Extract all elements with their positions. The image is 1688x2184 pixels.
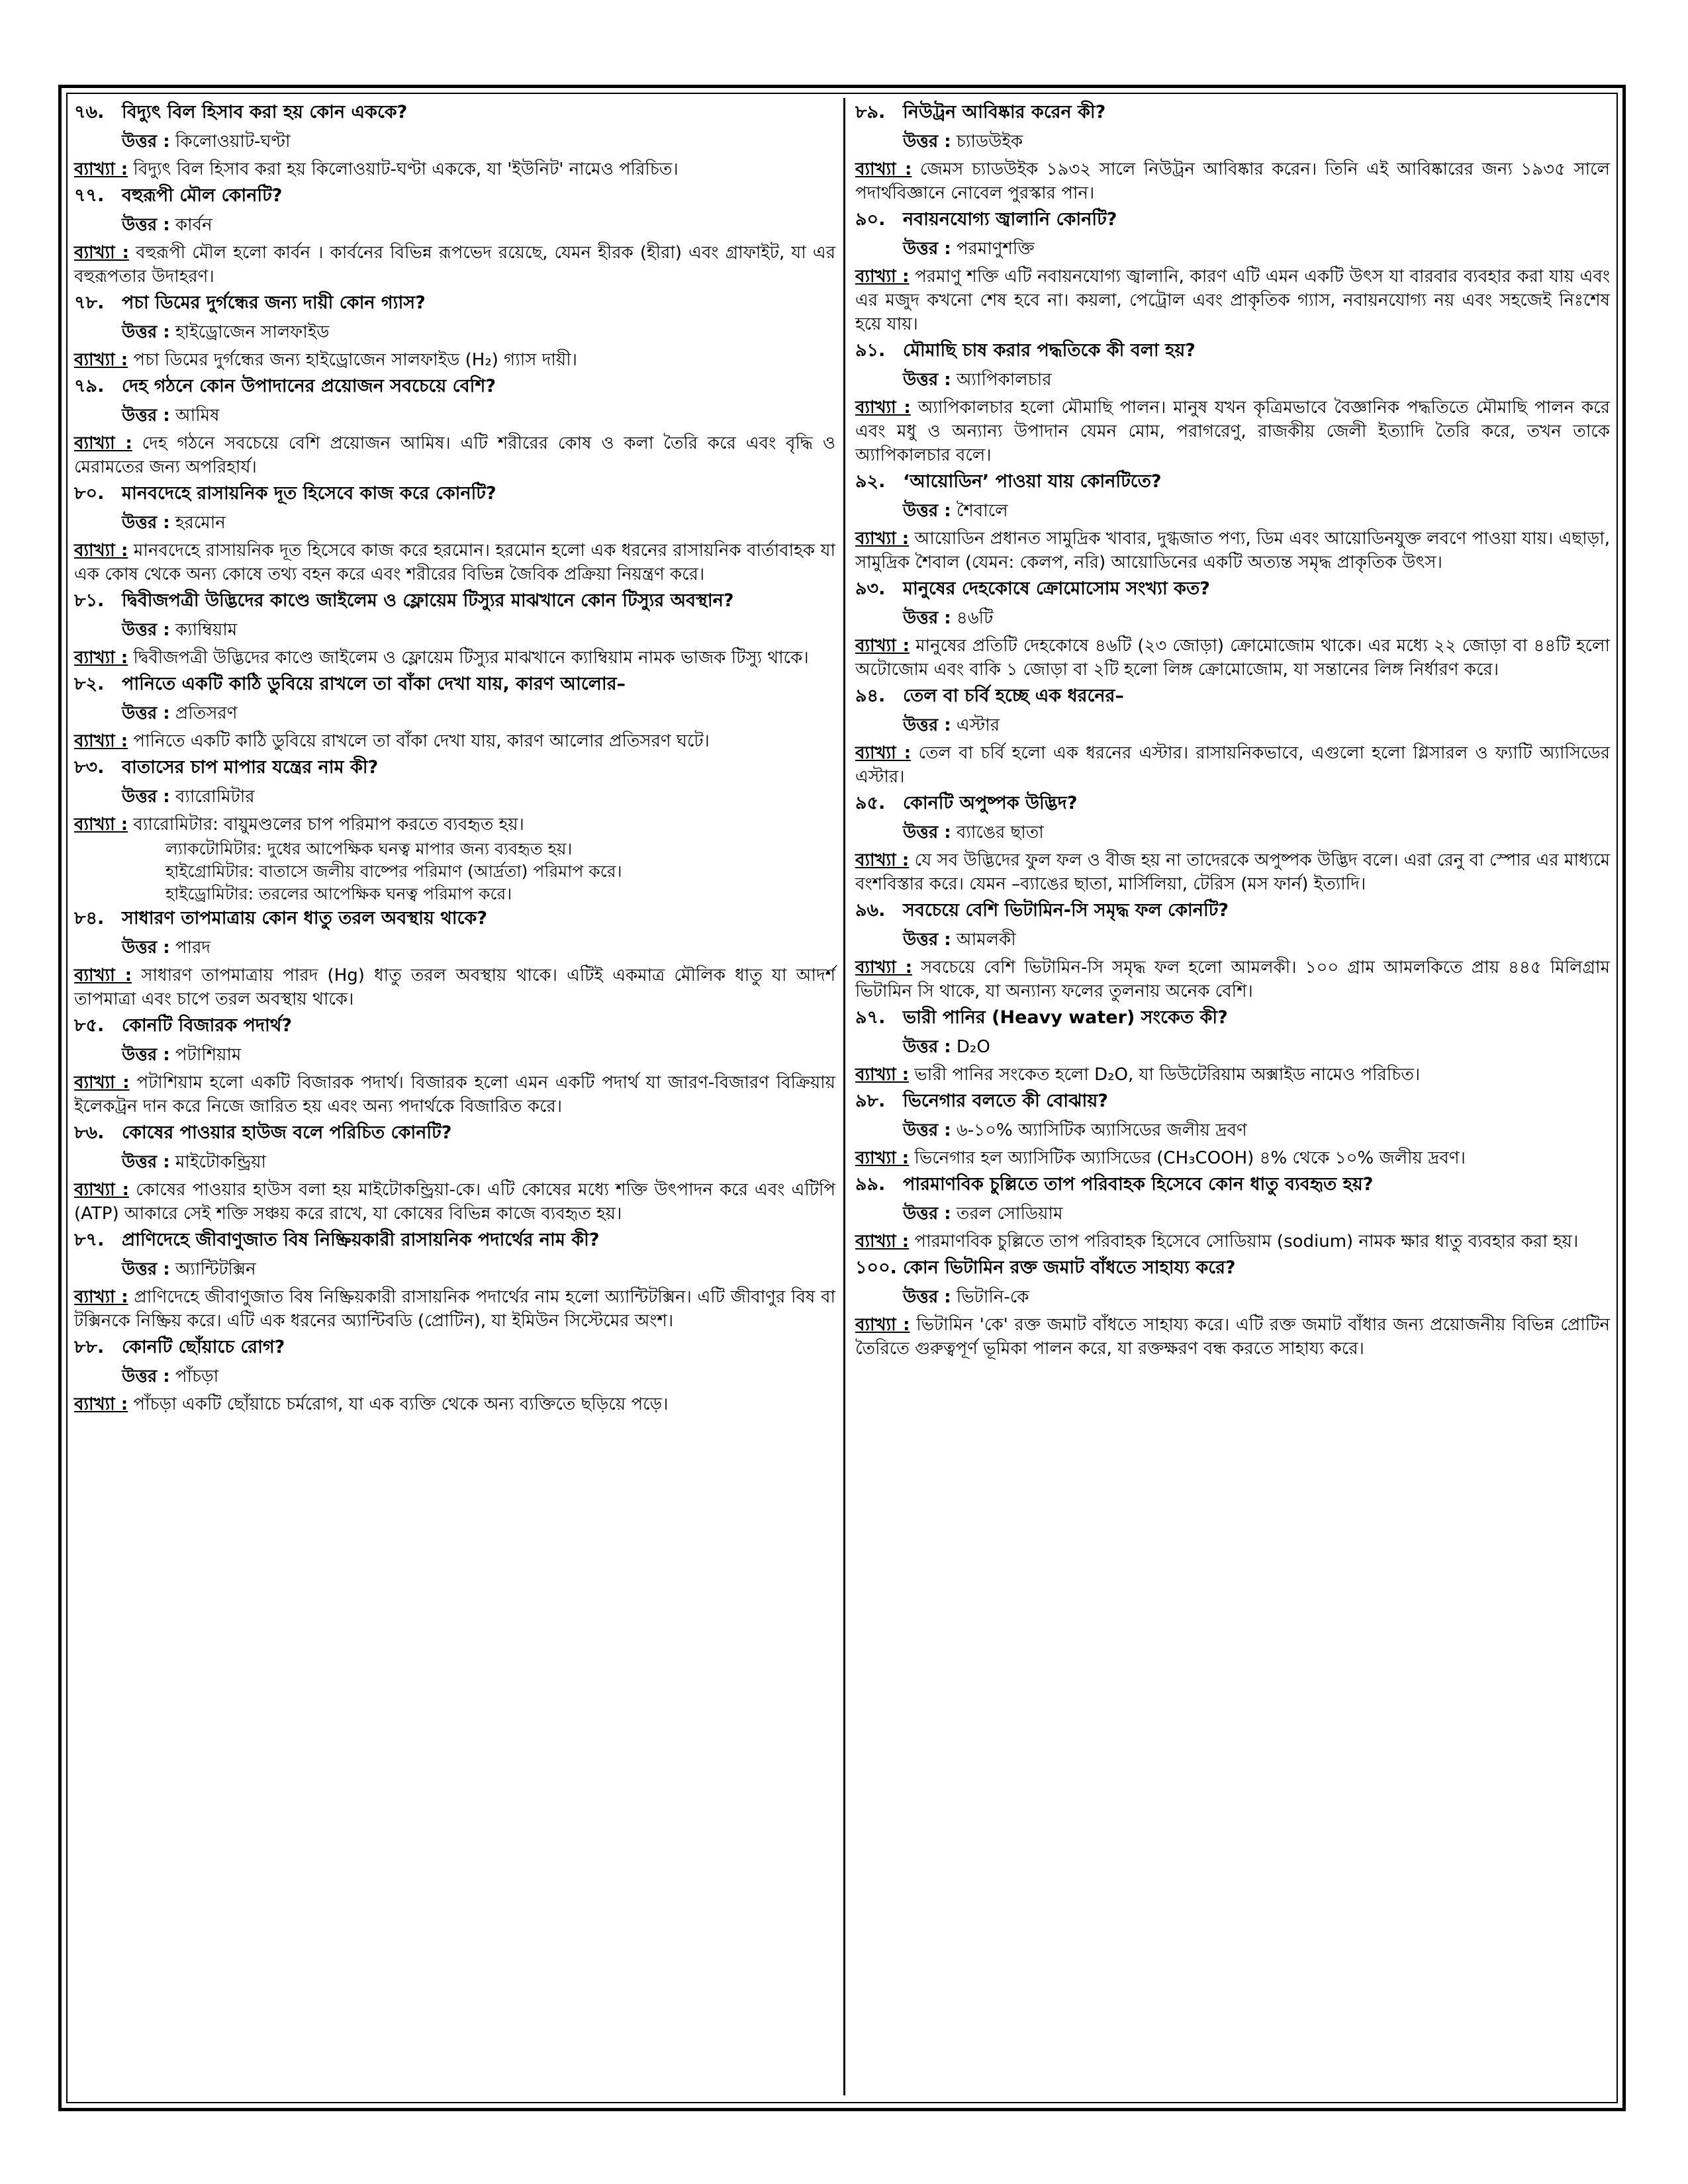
question-number: ৯২. [855, 471, 886, 492]
qa-item [74, 1120, 835, 1226]
answer-text: D₂O [956, 1037, 990, 1057]
explanation-text: কোষের পাওয়ার হাউস বলা হয় মাইটোকন্ড্রিয়া-কে। এটি কোষের মধ্যে শক্তি উৎপাদন করে এবং এটিপি (ATP) আকারে সেই শক্তি সঞ্চয় করে রাখে, যা কোষের বিভিন্ন কাজে ব্যবহৃত হয়। [74, 1180, 836, 1224]
explanation-text: ব্যারোমিটার: বায়ুমণ্ডলের চাপ পরিমাপ করতে ব্যবহৃত হয়। [133, 815, 524, 835]
explanation [855, 741, 1610, 789]
question-text: নবায়নযোগ্য জ্বালানি কোনটি? [903, 209, 1117, 230]
answer [74, 212, 835, 238]
answer-label: উত্তর : [122, 322, 170, 342]
explanation [855, 1146, 1610, 1170]
explanation-label: ব্যাখ্যা : [855, 1148, 910, 1168]
question-text: বাতাসের চাপ মাপার যন্ত্রের নাম কী? [122, 757, 379, 778]
answer-text: তরল সোডিয়াম [956, 1204, 1063, 1224]
explanation-label: ব্যাখ্যা : [855, 529, 910, 549]
answer [74, 128, 835, 155]
answer [74, 1256, 835, 1283]
explanation-text: মানবদেহে রাসায়নিক দূত হিসেবে কাজ করে হরমোন। হরমোন হলো এক ধরনের রাসায়নিক বার্তাবাহক যা এক কোষ থেকে অন্য কোষে তথ্য বহন করে এবং শরীরের বিভিন্ন জৈবিক প্রক্রিয়া নিয়ন্ত্রণ করে। [74, 541, 835, 584]
question-text: সাধারণ তাপমাত্রায় কোন ধাতু তরল অবস্থায় থাকে? [122, 908, 487, 929]
qa-item [74, 1334, 835, 1416]
answer-label: উত্তর : [903, 132, 951, 152]
qa-item [74, 588, 835, 670]
explanation-label: ব্যাখ্যা : [74, 1180, 129, 1200]
answer-label: উত্তর : [122, 1259, 170, 1279]
explanation [855, 848, 1610, 896]
explanation [74, 646, 835, 670]
qa-item [855, 338, 1610, 467]
answer-text: পটাশিয়াম [175, 1045, 242, 1065]
answer-label: উত্তর : [122, 1045, 170, 1065]
explanation-sub-line: ল্যাকটোমিটার: দুধের আপেক্ষিক ঘনত্ব মাপার জন্য ব্যবহৃত হয়। [165, 839, 573, 858]
answer-label: উত্তর : [122, 1152, 170, 1172]
answer [855, 236, 1610, 262]
question-text: পানিতে একটি কাঠি ডুবিয়ে রাখলে তা বাঁকা দেখা যায়, কারণ আলোর– [122, 674, 626, 694]
answer-text: অ্যাপিকালচার [956, 370, 1052, 390]
qa-item [855, 576, 1610, 682]
explanation [74, 1285, 835, 1333]
answer-label: উত্তর : [903, 370, 951, 390]
question-text: ভারী পানির (Heavy water) সংকেত কী? [903, 1007, 1228, 1028]
qa-item [855, 897, 1610, 1003]
question-text: তেল বা চর্বি হচ্ছে এক ধরনের– [903, 686, 1124, 706]
question-number: ৮৯. [855, 102, 886, 122]
answer-label: উত্তর : [122, 787, 170, 807]
qa-item [855, 206, 1610, 336]
question [855, 576, 1610, 602]
answer-text: মাইটোকন্ড্রিয়া [175, 1152, 267, 1172]
question [74, 1227, 835, 1253]
question-number: ৯০. [855, 209, 886, 230]
question-number: ৮৮. [74, 1337, 105, 1357]
answer-text: পরমাণুশক্তি [956, 239, 1035, 259]
question-number: ৯৭. [855, 1007, 886, 1028]
question-text: দেহ গঠনে কোন উপাদানের প্রয়োজন সবচেয়ে বেশি? [122, 376, 496, 396]
question-text: কোনটি ছোঁয়াচে রোগ? [122, 1337, 285, 1357]
answer [855, 498, 1610, 524]
explanation-text: জেমস চ্যাডউইক ১৯৩২ সালে নিউট্রন আবিষ্কার করেন। তিনি এই আবিষ্কারের জন্য ১৯৩৫ সালে পদার্থবিজ্ঞানে নোবেল পুরস্কার পান। [855, 159, 1610, 203]
answer [74, 700, 835, 727]
question [855, 1088, 1610, 1115]
answer [74, 934, 835, 961]
question-text: প্রাণিদেহে জীবাণুজাত বিষ নিষ্ক্রিয়কারী রাসায়নিক পদার্থের নাম কী? [122, 1230, 600, 1250]
question [74, 588, 835, 614]
explanation-label: ব্যাখ্যা : [74, 1394, 128, 1414]
explanation [74, 729, 835, 753]
question [74, 480, 835, 507]
answer-text: ব্যারোমিটার [175, 787, 255, 807]
answer [855, 1201, 1610, 1227]
explanation-label: ব্যাখ্যা : [74, 350, 128, 370]
answer-text: আমিষ [175, 406, 220, 426]
explanation [855, 1230, 1610, 1253]
answer [74, 784, 835, 810]
answer-label: উত্তর : [122, 215, 170, 235]
qa-item [74, 99, 835, 181]
explanation-text: সাধারণ তাপমাত্রায় পারদ (Hg) ধাতু তরল অবস্থায় থাকে। এটিই একমাত্র মৌলিক ধাতু যা আদর্শ তাপমাত্রা এবং চাপে তরল অবস্থায় থাকে। [74, 966, 835, 1009]
question [855, 338, 1610, 364]
explanation [74, 964, 835, 1011]
question-text: কোনটি বিজারক পদার্থ? [122, 1015, 292, 1036]
answer-text: হরমোন [175, 513, 226, 533]
answer-label: উত্তর : [903, 823, 951, 842]
question-number: ৯৪. [855, 686, 886, 706]
explanation-text: বিদ্যুৎ বিল হিসাব করা হয় কিলোওয়াট-ঘণ্টা এককে, যা 'ইউনিট' নামেও পরিচিত। [133, 159, 679, 179]
question-text: নিউট্রন আবিষ্কার করেন কী? [903, 102, 1106, 122]
answer-text: পারদ [175, 938, 211, 958]
answer [855, 1034, 1610, 1060]
answer-text: কিলোওয়াট-ঘণ্টা [175, 132, 291, 152]
explanation-text: তেল বা চর্বি হলো এক ধরনের এস্টার। রাসায়নিকভাবে, এগুলো হলো গ্লিসারল ও ফ্যাটি অ্যাসিডের এস্টার। [855, 743, 1611, 787]
answer [74, 1042, 835, 1068]
explanation-text: দেহ গঠনে সবচেয়ে বেশি প্রয়োজন আমিষ। এটি শরীরের কোষ ও কলা তৈরি করে এবং বৃদ্ধি ও মেরামতের জন্য অপরিহার্য। [74, 433, 835, 477]
answer [855, 819, 1610, 846]
qa-item [74, 754, 835, 905]
answer-label: উত্তর : [122, 620, 170, 640]
question-text: পারমাণবিক চুল্লিতে তাপ পরিবাহক হিসেবে কোন ধাতু ব্যবহৃত হয়? [903, 1174, 1374, 1195]
explanation-label: ব্যাখ্যা : [74, 541, 128, 561]
explanation [74, 241, 835, 289]
answer-text: ক্যাম্বিয়াম [175, 620, 238, 640]
question-text: বহুরূপী মৌল কোনটি? [122, 185, 283, 206]
explanation-label: ব্যাখ্যা : [74, 243, 129, 263]
answer-text: কার্বন [175, 215, 212, 235]
question-number: ৮০. [74, 483, 105, 504]
question [74, 373, 835, 400]
explanation-text: ভারী পানির সংকেত হলো D₂O, যা ডিউটেরিয়াম অক্সাইড নামেও পরিচিত। [914, 1065, 1421, 1085]
explanation [74, 1178, 835, 1226]
answer-text: ভিটানি-কে [956, 1287, 1029, 1307]
question [855, 790, 1610, 817]
explanation-text: অ্যাপিকালচার হলো মৌমাছি পালন। মানুষ যখন কৃত্রিমভাবে বৈজ্ঞানিক পদ্ধতিতে মৌমাছি পালন করে এবং মধু ও অন্যান্য উপাদান যেমন মোম, পরাগরেণু, রাজকীয় জেলী ইত্যাদি তৈরি করে, তখন তাকে অ্যাপিকালচার বলে। [855, 398, 1611, 465]
explanation-text: পারমাণবিক চুল্লিতে তাপ পরিবাহক হিসেবে সোডিয়াম (sodium) নামক ক্ষার ধাতু ব্যবহার করা হয়। [914, 1232, 1579, 1251]
question-text: মানুষের দেহকোষে ক্রোমোসোম সংখ্যা কত? [903, 578, 1210, 599]
question-number: ৮১. [74, 590, 105, 611]
question-number: ১০০. [855, 1257, 897, 1278]
answer [855, 712, 1610, 739]
question-number: ৮৪. [74, 908, 105, 929]
explanation-label: ব্যাখ্যা : [855, 159, 912, 179]
question [74, 671, 835, 698]
answer [74, 1363, 835, 1390]
question [855, 469, 1610, 495]
question [74, 754, 835, 781]
explanation-text: যে সব উদ্ভিদের ফুল ফল ও বীজ হয় না তাদেরকে অপুষ্পক উদ্ভিদ বলে। এরা রেনু বা স্পোর এর মাধ্যমে বংশবিস্তার করে। যেমন –ব্যাঙের ছাতা, মার্সিলিয়া, টেরিস (মস ফার্ন) ইত্যাদি। [855, 850, 1611, 894]
question [74, 99, 835, 126]
qa-item [74, 1013, 835, 1118]
answer-label: উত্তর : [903, 1120, 951, 1140]
answer [855, 367, 1610, 393]
explanation [855, 956, 1610, 1003]
answer [74, 402, 835, 429]
answer [855, 1117, 1610, 1144]
explanation-label: ব্যাখ্যা : [855, 398, 911, 418]
answer [74, 510, 835, 536]
explanation-label: ব্যাখ্যা : [855, 743, 912, 763]
explanation-text: পাঁচড়া একটি ছোঁয়াচে চর্মরোগ, যা এক ব্যক্তি থেকে অন্য ব্যক্তিতে ছড়িয়ে পড়ে। [133, 1394, 669, 1414]
explanation [74, 348, 835, 372]
question [855, 683, 1610, 709]
qa-item [855, 790, 1610, 896]
question-number: ৮৫. [74, 1015, 105, 1036]
explanation-label: ব্যাখ্যা : [74, 159, 128, 179]
answer-label: উত্তর : [122, 704, 170, 723]
qa-item [855, 469, 1610, 574]
qa-item [74, 290, 835, 372]
explanation-text: আয়োডিন প্রধানত সামুদ্রিক খাবার, দুগ্ধজাত পণ্য, ডিম এবং আয়োডিনযুক্ত লবণে পাওয়া যায়। এছাড়া, সামুদ্রিক শৈবাল (যেমন: কেলপ, নরি) আয়োডিনের একটি অত্যন্ত সমৃদ্ধ প্রাকৃতিক উৎস। [855, 529, 1611, 572]
question-number: ৭৮. [74, 293, 105, 313]
question [855, 1255, 1610, 1281]
answer-label: উত্তর : [903, 1204, 951, 1224]
answer [74, 1149, 835, 1175]
question-text: দ্বিবীজপত্রী উদ্ভিদের কাণ্ডে জাইলেম ও ফ্লোয়েম টিস্যুর মাঝখানে কোন টিস্যুর অবস্থান? [122, 590, 734, 611]
qa-item [74, 1227, 835, 1333]
answer-text: এস্টার [956, 715, 1000, 735]
explanation-label: ব্যাখ্যা : [855, 1315, 910, 1335]
question-text: কোষের পাওয়ার হাউজ বলে পরিচিত কোনটি? [122, 1122, 452, 1143]
question-number: ৭৭. [74, 185, 105, 206]
explanation-label: ব্যাখ্যা : [74, 1073, 130, 1093]
question [855, 206, 1610, 233]
explanation [855, 1313, 1610, 1361]
answer-label: উত্তর : [903, 930, 951, 950]
question-number: ৯৮. [855, 1091, 886, 1111]
explanation-text: সবচেয়ে বেশি ভিটামিন-সি সমৃদ্ধ ফল হলো আমলকী। ১০০ গ্রাম আমলকিতে প্রায় ৪৪৫ মিলিগ্রাম ভিটামিন সি থাকে, যা অন্যান্য ফলের তুলনায় অনেক বেশি। [855, 958, 1611, 1001]
answer-text: পাঁচড়া [175, 1367, 219, 1387]
question [74, 1013, 835, 1039]
answer-label: উত্তর : [903, 715, 951, 735]
question-number: ৯৫. [855, 793, 886, 813]
answer [74, 617, 835, 643]
question [74, 290, 835, 316]
qa-item [855, 1255, 1610, 1361]
question-text: মৌমাছি চাষ করার পদ্ধতিকে কী বলা হয়? [903, 340, 1196, 361]
explanation-sub-line: হাইড্রোমিটার: তরলের আপেক্ষিক ঘনত্ব পরিমাপ করে। [165, 884, 512, 903]
explanation-label: ব্যাখ্যা : [74, 731, 128, 751]
explanation-text: প্রাণিদেহে জীবাণুজাত বিষ নিষ্ক্রিয়কারী রাসায়নিক পদার্থের নাম হলো অ্যান্টিটক্সিন। এটি জীবাণুর বিষ বা টক্সিনকে নিষ্ক্রিয় করে। এটি এক ধরনের অ্যান্টিবডি (প্রোটিন), যা ইমিউন সিস্টেমের অংশ। [74, 1287, 836, 1331]
answer-label: উত্তর : [903, 1037, 951, 1057]
answer-label: উত্তর : [122, 1367, 170, 1387]
left-column [74, 99, 835, 1418]
question-text: সবচেয়ে বেশি ভিটামিন-সি সমৃদ্ধ ফল কোনটি? [903, 900, 1229, 921]
question-number: ৯৯. [855, 1174, 886, 1195]
explanation [855, 634, 1610, 682]
explanation [74, 1071, 835, 1118]
explanation [74, 158, 835, 181]
question-text: মানবদেহে রাসায়নিক দূত হিসেবে কাজ করে কোনটি? [122, 483, 496, 504]
question-number: ৮৭. [74, 1230, 105, 1250]
question-text: কোন ভিটামিন রক্ত জমাট বাঁধতে সাহায্য করে? [903, 1257, 1236, 1278]
qa-item [855, 1088, 1610, 1170]
explanation [855, 158, 1610, 205]
question-number: ৭৬. [74, 102, 105, 122]
explanation-label: ব্যাখ্যা : [855, 636, 910, 656]
answer-text: আমলকী [956, 930, 1016, 950]
question-text: কোনটি অপুষ্পক উদ্ভিদ? [903, 793, 1078, 813]
answer-label: উত্তর : [903, 501, 951, 521]
answer [74, 319, 835, 345]
qa-item [855, 683, 1610, 789]
explanation-label: ব্যাখ্যা : [855, 958, 912, 978]
explanation [74, 432, 835, 479]
question [855, 1171, 1610, 1198]
qa-item [855, 1005, 1610, 1087]
question [74, 183, 835, 209]
answer-label: উত্তর : [903, 608, 951, 628]
answer-text: ৬-১০% অ্যাসিটিক অ্যাসিডের জলীয় দ্রবণ [956, 1120, 1247, 1140]
right-column [855, 99, 1610, 1362]
explanation-text: পটাশিয়াম হলো একটি বিজারক পদার্থ। বিজারক হলো এমন একটি পদার্থ যা জারণ-বিজারণ বিক্রিয়ায় ইলেকট্রন দান করে নিজে জারিত হয় এবং অন্য পদার্থকে বিজারিত করে। [74, 1073, 835, 1116]
explanation [855, 265, 1610, 336]
explanation-sub-line: হাইগ্রোমিটার: বাতাসে জলীয় বাষ্পের পরিমাণ (আর্দ্রতা) পরিমাপ করে। [165, 862, 622, 881]
explanation-label: ব্যাখ্যা : [74, 1287, 128, 1307]
qa-item [74, 183, 835, 289]
explanation-label: ব্যাখ্যা : [855, 850, 910, 870]
question-number: ৮৩. [74, 757, 105, 778]
answer-label: উত্তর : [122, 938, 170, 958]
answer-text: শৈবালে [956, 501, 1008, 521]
qa-item [74, 905, 835, 1011]
qa-item [74, 671, 835, 753]
question [855, 897, 1610, 924]
question [855, 1005, 1610, 1031]
question [74, 1120, 835, 1146]
answer [855, 128, 1610, 155]
question-number: ৯৬. [855, 900, 886, 921]
column-divider [843, 98, 845, 2095]
question-number: ৮৬. [74, 1122, 105, 1143]
explanation-label: ব্যাখ্যা : [74, 966, 132, 985]
answer-label: উত্তর : [903, 239, 951, 259]
answer-text: প্রতিসরণ [175, 704, 238, 723]
question-number: ৮২. [74, 674, 105, 694]
answer-text: ৪৬টি [956, 608, 994, 628]
question [855, 99, 1610, 126]
question-text: ভিনেগার বলতে কী বোঝায়? [903, 1091, 1108, 1111]
answer [855, 605, 1610, 631]
explanation-text: পচা ডিমের দুর্গন্ধের জন্য হাইড্রোজেন সালফাইড (H₂) গ্যাস দায়ী। [133, 350, 577, 370]
explanation-label: ব্যাখ্যা : [74, 433, 132, 453]
explanation-label: ব্যাখ্যা : [855, 1232, 910, 1251]
question-text: পচা ডিমের দুর্গন্ধের জন্য দায়ী কোন গ্যাস? [122, 293, 426, 313]
qa-item [855, 1171, 1610, 1253]
answer-text: চ্যাডউইক [956, 132, 1023, 152]
question-number: ৯৩. [855, 578, 886, 599]
explanation [74, 813, 835, 837]
answer-label: উত্তর : [122, 406, 170, 426]
answer-label: উত্তর : [903, 1287, 951, 1307]
answer-text: হাইড্রোজেন সালফাইড [175, 322, 330, 342]
question [74, 1334, 835, 1361]
question-text: বিদ্যুৎ বিল হিসাব করা হয় কোন এককে? [122, 102, 408, 122]
explanation-text: মানুষের প্রতিটি দেহকোষে ৪৬টি (২৩ জোড়া) ক্রোমোজোম থাকে। এর মধ্যে ২২ জোড়া বা ৪৪টি হলো অটোজোম এবং বাকি ১ জোড়া বা ২টি হলো লিঙ্গ ক্রোমোজোম, যা সন্তানের লিঙ্গ নির্ধারণ করে। [855, 636, 1611, 680]
answer-text: ব্যাঙের ছাতা [956, 823, 1044, 842]
qa-item [855, 99, 1610, 205]
explanation [855, 1063, 1610, 1087]
qa-item [74, 373, 835, 479]
explanation-label: ব্যাখ্যা : [74, 648, 128, 668]
answer [855, 927, 1610, 953]
answer-text: অ্যান্টিটক্সিন [175, 1259, 256, 1279]
explanation [74, 1392, 835, 1416]
question-text: ‘আয়োডিন’ পাওয়া যায় কোনটিতে? [903, 471, 1162, 492]
question-number: ৯১. [855, 340, 886, 361]
explanation [74, 539, 835, 586]
explanation-text: ভিনেগার হল অ্যাসিটিক অ্যাসিডের (CH₃COOH) ৪% থেকে ১০% জলীয় দ্রবণ। [914, 1148, 1466, 1168]
explanation-label: ব্যাখ্যা : [74, 815, 128, 835]
explanation [855, 396, 1610, 467]
explanation-text: পানিতে একটি কাঠি ডুবিয়ে রাখলে তা বাঁকা দেখা যায়, কারণ আলোর প্রতিসরণ ঘটে। [133, 731, 710, 751]
explanation-text: ভিটামিন 'কে' রক্ত জমাট বাঁধতে সাহায্য করে। এটি রক্ত জমাট বাঁধার জন্য প্রয়োজনীয় বিভিন্ন প্রোটিন তৈরিতে গুরুত্বপূর্ণ ভূমিকা পালন করে, যা রক্তক্ষরণ বন্ধ করতে সাহায্য করে। [855, 1315, 1610, 1359]
answer [855, 1284, 1610, 1310]
question [74, 905, 835, 932]
answer-label: উত্তর : [122, 132, 170, 152]
explanation-text: বহুরূপী মৌল হলো কার্বন । কার্বনের বিভিন্ন রূপভেদ রয়েছে, যেমন হীরক (হীরা) এবং গ্রাফাইট, যা এর বহুরূপতার উদাহরণ। [74, 243, 836, 287]
qa-item [74, 480, 835, 586]
answer-label: উত্তর : [122, 513, 170, 533]
explanation-text: দ্বিবীজপত্রী উদ্ভিদের কাণ্ডে জাইলেম ও ফ্লোয়েম টিস্যুর মাঝখানে ক্যাম্বিয়াম নামক ভাজক টিস্যু থাকে। [133, 648, 809, 668]
explanation-text: পরমাণু শক্তি এটি নবায়নযোগ্য জ্বালানি, কারণ এটি এমন একটি উৎস যা বারবার ব্যবহার করা যায় এবং এর মজুদ কখনো শেষ হবে না। কয়লা, পেট্রোল এবং প্রাকৃতিক গ্যাস, নবায়নযোগ্য নয় এবং সহজেই নিঃশেষ হয়ে যায়। [855, 267, 1611, 334]
explanation-label: ব্যাখ্যা : [855, 267, 910, 287]
explanation-label: ব্যাখ্যা : [855, 1065, 910, 1085]
question-number: ৭৯. [74, 376, 105, 396]
explanation [855, 527, 1610, 574]
